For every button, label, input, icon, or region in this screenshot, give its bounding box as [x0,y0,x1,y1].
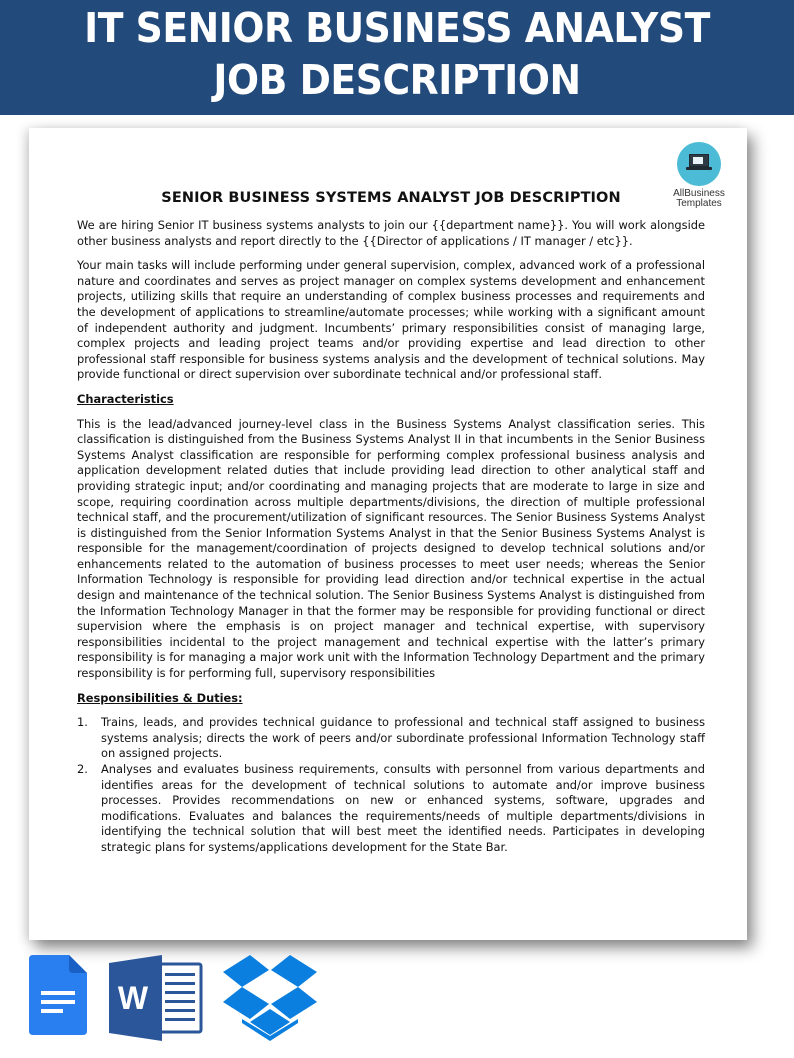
laptop-icon [677,142,721,186]
list-item [77,715,705,762]
responsibilities-heading: Responsibilities & Duties: [77,690,243,705]
responsibilities-list [77,715,705,855]
dropbox-icon[interactable] [223,955,317,1041]
document-body [77,218,705,856]
banner-title-line-1: IT SENIOR BUSINESS ANALYST [84,4,710,52]
intro-paragraph: We are hiring Senior IT business systems analysts to join our {{department name}}. You will work alongside other business analysts and report directly to the {{Director of applications / IT manager / etc}}. [77,218,705,248]
google-docs-icon[interactable] [29,955,87,1035]
tasks-paragraph: Your main tasks will include performing under general supervision, complex, advanced work of a professional nature and coordinates and serves as project manager on complex systems development and enhancement projects, utilizing skills that require an understanding of complex business processes and requirements and the development of applications to streamline/automate processes; while working with a significant amount of independent authority and judgment. Incumbents’ primary responsibilities consist of managing large, complex projects and leading project teams and/or providing expertise and lead direction to other professional staff responsible for business systems analysis and the development of technical solutions. May provide functional or direct supervision over subordinate technical and/or professional staff. [77,258,705,382]
logo-text-line-2: Templates [676,198,722,209]
svg-text:W: W [117,980,149,1016]
characteristics-heading: Characteristics [77,391,174,406]
list-item [77,762,705,856]
list-number: 2. [77,762,88,776]
title-banner [0,0,794,115]
list-number: 1. [77,715,88,730]
list-text: Analyses and evaluates business requirements, consults with personnel from various departments and identifies areas for the development of technical solutions to automate and/or improve business processes. Provides recommendations on new or enhanced systems, software, upgrades and modifications. Evaluates and balances the requirements/needs of multiple departments/divisions in identifying the technical solution that will best meet the identified needs. Participates in developing strategic plans for systems/applications development for the State Bar. [101,762,705,854]
document-preview [29,128,747,940]
microsoft-word-icon[interactable] [109,955,203,1041]
list-text: Trains, leads, and provides technical guidance to professional and technical staff assigned to business systems analysis; directs the work of peers and/or subordinate professional Information Technology staff on assigned projects. [101,715,705,761]
characteristics-paragraph: This is the lead/advanced journey-level class in the Business Systems Analyst classification series. This classification is distinguished from the Business Systems Analyst II in that incumbents in the Senior Business Systems Analyst classification are responsible for performing complex professional business analysis and application development related duties that include providing lead direction to other analytical staff and providing strategic input; and/or coordinating and managing projects that are moderate to large in size and scope, requiring coordination across multiple departments/divisions, the direction of multiple professional technical staff, and the procurement/utilization of significant resources. The Senior Business Systems Analyst is distinguished from the Senior Information Systems Analyst in that the Senior Business Systems Analyst is responsible for the management/coordination of projects designed to develop technical solutions and/or enhancements related to the automation of business processes to meet user needs; whereas the Senior Information Technology is responsible for providing lead direction and/or technical expertise in the actual design and maintenance of the technical solution. The Senior Business Systems Analyst is distinguished from the Information Technology Manager in that the former may be responsible for providing functional or direct supervision where the emphasis is on project manager and technical expertise, with supervisory responsibilities incidental to the project management and technical expertise with the latter’s primary responsibility is for managing a major work unit with the Information Technology Department and the primary responsibility is for performing full, supervisory responsibilities [77,416,705,681]
logo-text-line-1: AllBusiness [673,188,725,199]
document-title: SENIOR BUSINESS SYSTEMS ANALYST JOB DESCRIPTION [161,190,621,206]
banner-title-line-2: JOB DESCRIPTION [213,56,581,104]
